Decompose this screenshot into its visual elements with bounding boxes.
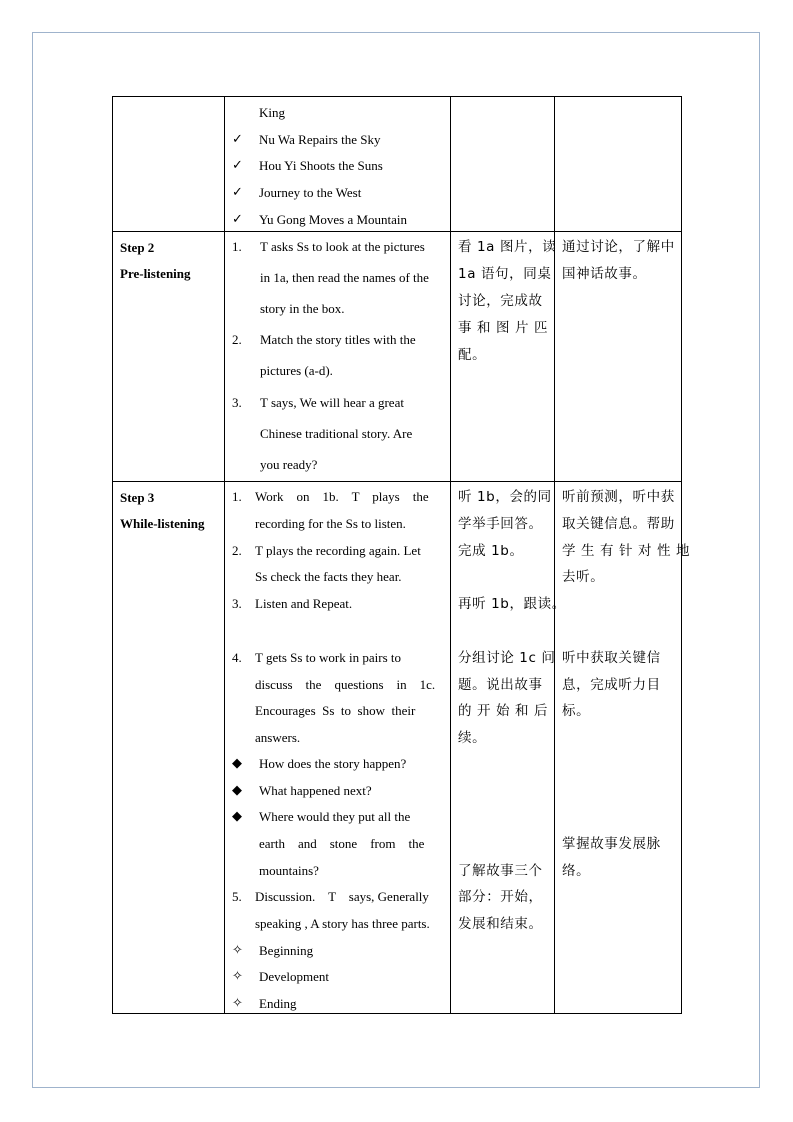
step3-purpose: 学 生 有 针 对 性 地 bbox=[562, 543, 691, 559]
step3-student-activity: 发展和结束。 bbox=[458, 916, 543, 932]
star-outline-bullet-icon: ✧ bbox=[232, 943, 243, 958]
step3-purpose: 标。 bbox=[562, 703, 591, 719]
checkmark-icon: ✓ bbox=[232, 212, 243, 227]
step3-stage: While-listening bbox=[120, 516, 205, 531]
item-number: 2. bbox=[232, 332, 242, 347]
checkmark-icon: ✓ bbox=[232, 158, 243, 173]
step2-purpose: 通过讨论，了解中 bbox=[562, 239, 675, 255]
step2-title: Step 2 bbox=[120, 240, 155, 255]
star-outline-bullet-icon: ✧ bbox=[232, 996, 243, 1011]
step2-line: T says, We will hear a great bbox=[260, 395, 404, 410]
step3-line: answers. bbox=[255, 730, 301, 745]
step2-student-activity: 讨论，完成故 bbox=[458, 293, 543, 309]
step3-student-activity: 完成 1b。 bbox=[458, 543, 524, 559]
step3-student-activity: 了解故事三个 bbox=[458, 863, 543, 879]
step2-student-activity: 看 1a 图片，读 bbox=[458, 239, 557, 255]
step2-line: T asks Ss to look at the pictures bbox=[260, 239, 425, 254]
step3-line: Ss check the facts they hear. bbox=[255, 569, 402, 584]
step3-purpose: 去听。 bbox=[562, 569, 605, 585]
item-number: 5. bbox=[232, 889, 242, 904]
step3-student-activity: 再听 1b，跟读。 bbox=[458, 596, 566, 612]
step2-line: you ready? bbox=[260, 457, 318, 472]
story-list-item: Hou Yi Shoots the Suns bbox=[259, 158, 383, 173]
row-divider-1 bbox=[112, 231, 682, 232]
step2-purpose: 国神话故事。 bbox=[562, 266, 647, 282]
diamond-bullet-icon: ◆ bbox=[232, 756, 242, 771]
row-divider-2 bbox=[112, 481, 682, 482]
star-outline-bullet-icon: ✧ bbox=[232, 969, 243, 984]
step3-question: What happened next? bbox=[259, 783, 372, 798]
step3-student-activity: 听 1b，会的同 bbox=[458, 489, 552, 505]
step3-student-activity: 题。说出故事 bbox=[458, 677, 543, 693]
step3-student-activity: 续。 bbox=[458, 730, 487, 746]
step2-stage: Pre-listening bbox=[120, 266, 191, 281]
step3-student-activity: 分组讨论 1c 问 bbox=[458, 650, 556, 666]
step3-question: mountains? bbox=[259, 863, 319, 878]
step3-student-activity: 的 开 始 和 后 bbox=[458, 703, 549, 719]
diamond-bullet-icon: ◆ bbox=[232, 809, 242, 824]
step2-line: story in the box. bbox=[260, 301, 345, 316]
step3-purpose: 络。 bbox=[562, 863, 591, 879]
step3-purpose: 息，完成听力目 bbox=[562, 677, 661, 693]
checkmark-icon: ✓ bbox=[232, 132, 243, 147]
step3-line: Work on 1b. T plays the bbox=[255, 489, 429, 504]
column-divider-2 bbox=[450, 96, 451, 1014]
step3-line: Discussion. T says, Generally bbox=[255, 889, 429, 904]
column-divider-3 bbox=[554, 96, 555, 1014]
story-part: Development bbox=[259, 969, 330, 984]
checkmark-icon: ✓ bbox=[232, 185, 243, 200]
step3-question: Where would they put all the bbox=[259, 809, 411, 824]
item-number: 1. bbox=[232, 239, 242, 254]
item-number: 3. bbox=[232, 395, 242, 410]
step2-line: Match the story titles with the bbox=[260, 332, 416, 347]
step2-student-activity: 配。 bbox=[458, 347, 487, 363]
step2-line: Chinese traditional story. Are bbox=[260, 426, 413, 441]
step3-purpose: 掌握故事发展脉 bbox=[562, 836, 661, 852]
column-divider-1 bbox=[224, 96, 225, 1014]
step3-purpose: 取关键信息。帮助 bbox=[562, 516, 675, 532]
story-list-item: King bbox=[259, 105, 285, 120]
diamond-bullet-icon: ◆ bbox=[232, 783, 242, 798]
step3-line: Listen and Repeat. bbox=[255, 596, 353, 611]
step2-line: pictures (a-d). bbox=[260, 363, 333, 378]
step3-line: T plays the recording again. Let bbox=[255, 543, 421, 558]
step2-student-activity: 1a 语句，同桌 bbox=[458, 266, 552, 282]
step3-line: recording for the Ss to listen. bbox=[255, 516, 406, 531]
step3-student-activity: 学举手回答。 bbox=[458, 516, 543, 532]
step3-question: How does the story happen? bbox=[259, 756, 407, 771]
step3-line: T gets Ss to work in pairs to bbox=[255, 650, 402, 665]
step3-title: Step 3 bbox=[120, 490, 155, 505]
item-number: 3. bbox=[232, 596, 242, 611]
story-list-item: Yu Gong Moves a Mountain bbox=[259, 212, 408, 227]
item-number: 2. bbox=[232, 543, 242, 558]
item-number: 1. bbox=[232, 489, 242, 504]
story-part: Beginning bbox=[259, 943, 314, 958]
story-list-item: Journey to the West bbox=[259, 185, 362, 200]
item-number: 4. bbox=[232, 650, 242, 665]
step3-line: discuss the questions in 1c. bbox=[255, 677, 436, 692]
step3-purpose: 听中获取关键信 bbox=[562, 650, 661, 666]
step3-line: Encourages Ss to show their bbox=[255, 703, 416, 718]
story-list-item: Nu Wa Repairs the Sky bbox=[259, 132, 381, 147]
step3-purpose: 听前预测，听中获 bbox=[562, 489, 675, 505]
step3-student-activity: 部分：开始， bbox=[458, 889, 543, 905]
step3-question: earth and stone from the bbox=[259, 836, 425, 851]
step2-student-activity: 事 和 图 片 匹 bbox=[458, 320, 549, 336]
story-part: Ending bbox=[259, 996, 297, 1011]
step3-line: speaking , A story has three parts. bbox=[255, 916, 430, 931]
step2-line: in 1a, then read the names of the bbox=[260, 270, 429, 285]
